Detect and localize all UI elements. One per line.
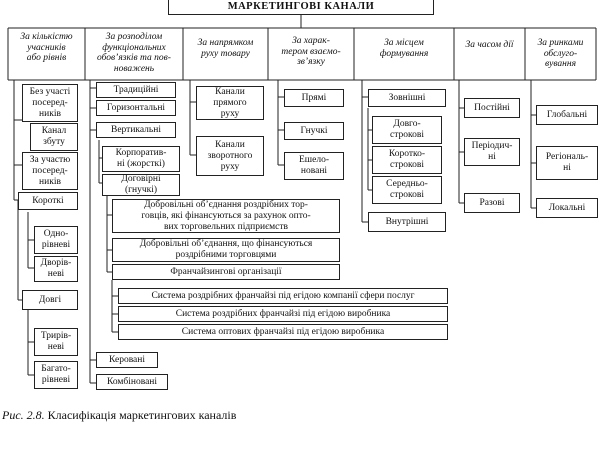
node-echeloned: Ешело- новані (284, 152, 344, 180)
node-straight: Прямі (284, 89, 344, 107)
node-franchise-wholesale-manufacturer: Система оптових франчайзі під егідою виробника (118, 324, 448, 340)
diagram-title: МАРКЕТИНГОВІ КАНАЛИ (168, 0, 434, 15)
header-relationship: За харак- тером взаємо- зв’язку (281, 36, 341, 67)
node-contractual: Договірні (гнучкі) (102, 174, 180, 196)
node-permanent: Постійні (464, 98, 520, 118)
node-short: Короткі (18, 192, 78, 210)
node-franchise-retail-manufacturer: Система роздрібних франчайзі під егідою виробника (118, 306, 448, 322)
node-short-term: Коротко- строкові (372, 146, 442, 174)
header-place: За місцем формування (379, 38, 429, 59)
header-functions: За розподілом функціональних обов’язків та пов- новажень (97, 32, 171, 74)
node-voluntary-retail: Добровільні об’єднання, що фінансуються роздрібними торговцями (112, 238, 340, 262)
node-internal: Внутрішні (368, 212, 446, 232)
node-single-level: Одно- рівневі (34, 226, 78, 254)
node-corporate: Корпоратив- ні (жорсткі) (102, 146, 180, 172)
node-reverse: Канали зворотного руху (196, 136, 264, 176)
node-vertical: Вертикальні (96, 122, 176, 138)
node-combined: Комбіновані (96, 374, 168, 390)
header-direction: За напрямком руху товару (197, 38, 254, 59)
node-regional: Регіональ- ні (536, 146, 598, 180)
node-traditional: Традиційні (96, 82, 176, 98)
node-two-level: Дворів- неві (34, 256, 78, 282)
node-horizontal: Горизонтальні (96, 100, 176, 116)
header-time: За часом дії (465, 40, 514, 50)
node-managed: Керовані (96, 352, 158, 368)
node-medium-term: Середньо- строкові (372, 176, 442, 204)
node-multi-level: Багато- рівневі (34, 361, 78, 389)
node-voluntary-wholesale: Добровільні об’єднання роздрібних тор- говців, які фінансуються за рахунок опто- вих торговельних підприємств (112, 199, 340, 233)
node-with-intermediaries: За участю посеред- ників (22, 152, 78, 190)
header-markets: За ринками обслуго- вування (537, 38, 584, 69)
node-no-intermediaries: Без участі посеред- ників (22, 84, 78, 122)
caption-prefix: Рис. 2.8. (2, 408, 45, 422)
node-one-time: Разові (464, 193, 520, 213)
caption-text: Класифікація маркетингових каналів (47, 408, 237, 422)
node-flexible: Гнучкі (284, 122, 344, 140)
node-franchise: Франчайзингові організації (112, 264, 340, 280)
node-franchise-service: Система роздрібних франчайзі під егідою компанії сфери послуг (118, 288, 448, 304)
header-participants: За кількістю учасників або рівнів (20, 32, 73, 63)
node-local: Локальні (536, 198, 598, 218)
node-long-term: Довго- строкові (372, 116, 442, 144)
node-sales-channel: Канал збуту (30, 123, 78, 151)
node-external: Зовнішні (368, 89, 446, 107)
node-long: Довгі (22, 290, 78, 310)
node-direct: Канали прямого руху (196, 86, 264, 120)
node-global: Глобальні (536, 105, 598, 125)
node-periodic: Періодич- ні (464, 138, 520, 166)
figure-caption (2, 408, 236, 423)
node-three-level: Трирів- неві (34, 328, 78, 356)
